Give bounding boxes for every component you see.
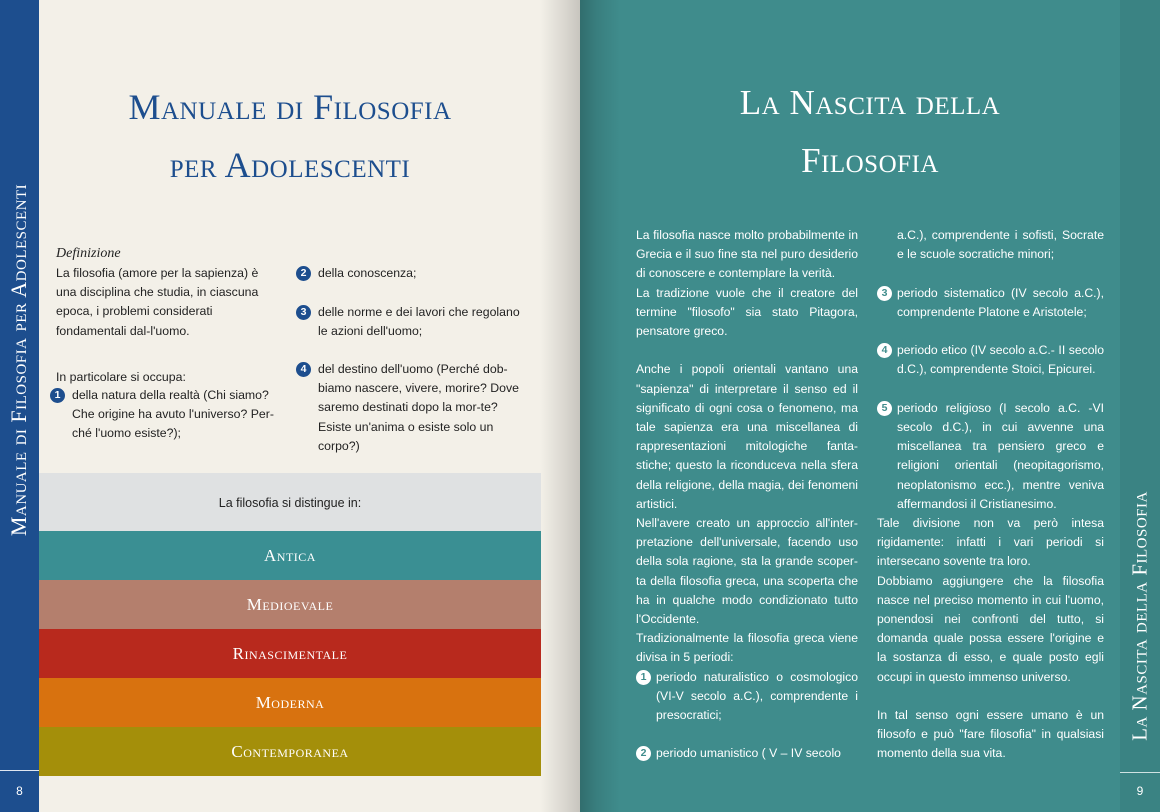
list-item	[296, 264, 532, 283]
definition-heading: Definizione	[56, 246, 121, 261]
page-number-right: 9	[1136, 784, 1144, 798]
list-item	[877, 284, 1104, 322]
list-item-text: periodo religioso (I secolo a.C. -VI secolo d.C.), in cui avvenne una miscellanea tra pensiero greco e religioni orientali (neopitagorismo, neoplatonismo ecc.), mentre veniva affermandosi il Cristianesimo.	[897, 400, 1104, 511]
number-badge: 5	[877, 401, 892, 416]
distinction-label: La filosofia si distingue in:	[218, 496, 362, 510]
list-item-continuation: a.C.), comprendente i sofisti, Socrate e le scuole socratiche minori;	[897, 228, 1104, 262]
paragraph: Tale divisione non va però intesa rigidamente: infatti i vari periodi si intersecano sovente tra loro.	[877, 516, 1104, 569]
number-badge: 4	[296, 362, 311, 377]
right-title-line2: Filosofia	[801, 141, 939, 180]
period-bar-antica: Antica	[39, 531, 541, 580]
period-bar-moderna: Moderna	[39, 678, 541, 727]
number-badge: 2	[296, 266, 311, 281]
left-page-title	[40, 78, 540, 194]
left-spine-title: Manuale di Filosofia per Adolescenti	[6, 183, 31, 537]
left-spine-bar	[0, 0, 39, 812]
list-item-text: periodo sistematico (IV secolo a.C.), comprendente Platone e Aristotele;	[897, 285, 1104, 319]
right-title-line1: La Nascita della	[739, 83, 1001, 122]
right-page-title	[640, 74, 1100, 190]
text-column-2	[877, 226, 1104, 764]
paragraph: Tradizionalmente la filosofia greca viene divisa in 5 periodi:	[636, 631, 858, 665]
paragraph: La tradizione vuole che il creatore del termine "filosofo" sia stato Pitagora, pensatore greco.	[636, 285, 858, 339]
list-item	[636, 668, 858, 726]
list-item-text: delle norme e dei lavori che regolano le azioni dell'uomo;	[318, 305, 520, 339]
list-item-text: periodo umanistico ( V – IV secolo	[656, 746, 841, 761]
list-item-text: della conoscenza;	[318, 266, 417, 280]
list-item	[296, 303, 532, 341]
list-item-text: del destino dell'uomo (Perché dob-biamo nascere, vivere, morire? Dove saremo destinati dopo la mor-te? Esiste un'anima o esiste solo un corpo?)	[318, 362, 519, 453]
list-item	[636, 744, 858, 763]
right-spine-title: La Nascita della Filosofia	[1127, 491, 1152, 741]
paragraph: Dobbiamo aggiungere che la filosofia nasce nel preciso momento in cui l'uomo, ponendosi nei confronti del tutto, si domanda quale possa essere l'origine e la sostanza di esso, e quale posto egli occupi in questo immenso universo.	[877, 573, 1104, 684]
number-badge: 3	[296, 305, 311, 320]
list-item	[877, 341, 1104, 379]
page-number-left: 8	[16, 784, 23, 798]
paragraph: La filosofia nasce molto probabilmente in Grecia e il suo fine sta nel puro desiderio di conoscere e contemplare la verità.	[636, 228, 858, 281]
occupa-intro: In particolare si occupa:	[56, 370, 186, 384]
number-badge: 1	[50, 388, 65, 403]
period-bar-contemporanea: Contemporanea	[39, 727, 541, 776]
gutter-shadow	[540, 0, 580, 812]
right-page	[580, 0, 1160, 812]
list-item	[50, 386, 280, 444]
list-item-text: periodo naturalistico o cosmologico (VI-V secolo a.C.), comprendente i presocratici;	[656, 669, 858, 723]
number-badge: 4	[877, 343, 892, 358]
right-spine-divider	[1120, 772, 1160, 773]
number-badge: 2	[636, 746, 651, 761]
number-badge: 3	[877, 286, 892, 301]
list-item-text: della natura della realtà (Chi siamo? Che origine ha avuto l'universo? Per-ché l'uomo esiste?);	[72, 388, 274, 441]
left-title-line1: Manuale di Filosofia	[128, 87, 452, 127]
list-item-text: periodo etico (IV secolo a.C.- II secolo d.C.), comprendente Stoici, Epicurei.	[897, 343, 1104, 377]
right-spine-bar	[1120, 0, 1160, 812]
left-spine-divider	[0, 770, 39, 771]
text-column-1	[636, 226, 858, 764]
paragraph: Anche i popoli orientali vantano una "sapienza" di interpretare il senso ed il significato di ogni cosa o fenomeno, ma tale sapienza era una miscellanea di rappresentazioni mitologiche fanta-stiche; questo la riconduceva nella sfera della religione, della magia, dei fenomeni artistici.	[636, 362, 858, 511]
left-title-line2: per Adolescenti	[169, 145, 411, 185]
list-item	[877, 399, 1104, 514]
definition-text: La filosofia (amore per la sapienza) è una disciplina che studia, in ciascuna epoca, i problemi considerati fondamentali dal-l'uomo.	[56, 266, 259, 338]
gutter-shadow	[580, 0, 620, 812]
distinction-band	[39, 473, 541, 531]
period-bar-medioevale: Medioevale	[39, 580, 541, 629]
list-item	[296, 360, 532, 456]
paragraph: Nell'avere creato un approccio all'inter-pretazione dell'universale, facendo uso della sola ragione, sta la grande scoper-ta della filosofia greca, una scoperta che ha in qualche modo condizionato tutto l'Occidente.	[636, 516, 858, 627]
period-bar-rinascimentale: Rinascimentale	[39, 629, 541, 678]
paragraph: In tal senso ogni essere umano è un filosofo e può "fare filosofia" in qualsiasi momento della sua vita.	[877, 708, 1104, 761]
number-badge: 1	[636, 670, 651, 685]
